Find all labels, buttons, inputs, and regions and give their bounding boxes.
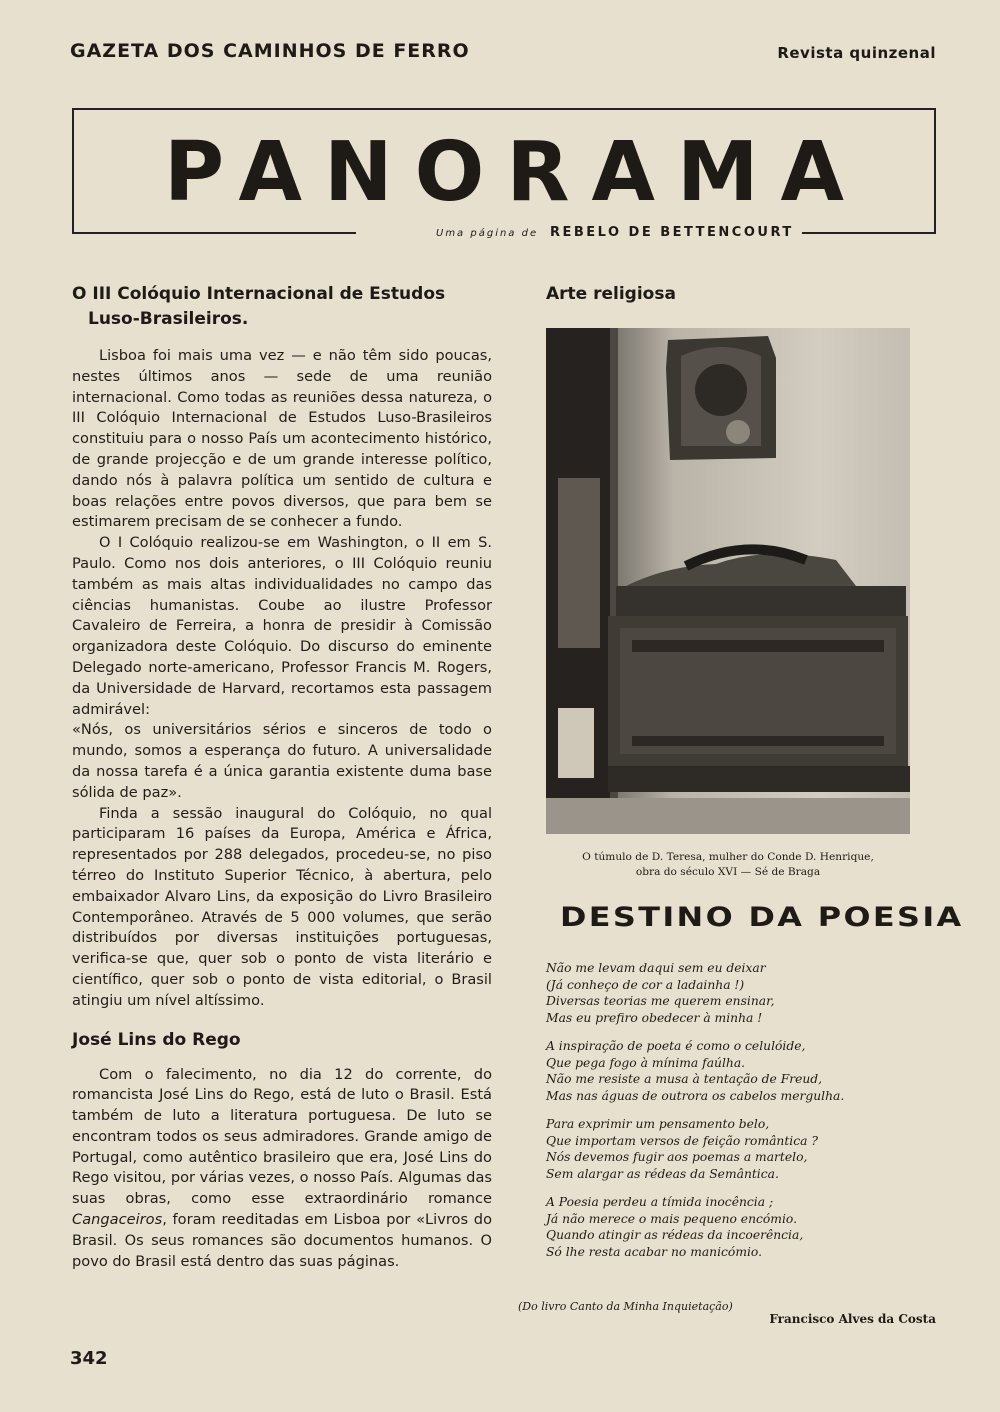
paragraph: Lisboa foi mais uma vez — e não têm sido poucas, nestes últimos anos — sede de uma reunião internacional. Como todas as reuniões dessa natureza, o III Colóquio Internacional de Estudos Luso-Brasileiros constituiu para o nosso País um acontecimento histórico, de grande projecção e de um grande interesse político, dando nós à palavra política um sentido de cultura e boas relações entre povos diversos, que para bem se estimarem precisam de se conhecer a fundo. [72,347,492,531]
verse: A inspiração de poeta é como o celulóide, [546,1039,806,1053]
byline-rule-right [802,232,936,234]
source-suffix: ) [728,1300,733,1313]
byline-author: REBELO DE BETTENCOURT [549,225,794,240]
verse: A Poesia perdeu a tímida inocência ; [546,1195,774,1209]
stanza [546,960,938,1026]
photo-caption [546,850,910,880]
stanza [546,1116,938,1182]
byline [436,222,794,244]
right-column [518,282,964,1326]
verse: Quando atingir as rédeas da incoerência, [546,1228,804,1242]
tomb-illustration [546,328,910,834]
journal-periodicity: Revista quinzenal [777,44,936,62]
verse: Não me levam daqui sem eu deixar [546,961,766,975]
byline-row [72,222,936,242]
verse: Mas eu prefiro obedecer à minha ! [546,1010,763,1025]
article-heading-coloquio [72,282,492,332]
article-heading-jose-lins: José Lins do Rego [72,1029,241,1050]
verse: (Já conheço de cor a ladainha !) [546,977,745,992]
caption-line-2: obra do século XVI — Sé de Braga [635,866,821,878]
source-book-title: Canto da Minha Inquietação [569,1300,729,1313]
verse: Que pega fogo à mínima faúlha. [546,1055,746,1070]
verse: Nós devemos fugir aos poemas a martelo, [546,1150,808,1164]
left-column [72,282,492,1272]
verse: Só lhe resta acabar no manicómio. [546,1244,763,1259]
tomb-photograph [546,328,910,834]
book-title: Cangaceiros [72,1211,163,1229]
stanza [546,1038,938,1104]
poem-title: DESTINO DA POESIA [560,902,964,933]
byline-prefix: Uma página de [436,228,539,239]
verse: Para exprimir um pensamento belo, [546,1117,770,1131]
verse: Não me resiste a musa à tentação de Freud, [546,1072,823,1086]
masthead-title: PANORAMA [163,125,867,220]
article-heading-arte: Arte religiosa [546,284,676,304]
heading-line-2: Luso-Brasileiros. [88,309,249,329]
masthead-box [72,108,936,232]
verse: Mas nas águas de outrora os cabelos mergulha. [546,1088,845,1103]
journal-title: GAZETA DOS CAMINHOS DE FERRO [70,40,470,62]
quotation-paragraph: «Nós, os universitários sérios e sinceros de todo o mundo, somos a esperança do futuro. A universalidade da nossa tarefa é a única garantia existente duma base sólida de paz». [72,721,492,801]
verse: Que importam versos de feição romântica ? [546,1133,818,1148]
verse: Sem alargar as rédeas da Semântica. [546,1166,779,1181]
source-prefix: (Do livro [518,1300,570,1313]
verse: Já não merece o mais pequeno encómio. [546,1211,797,1226]
poem-body [546,960,938,1272]
text-run: Com o falecimento, no dia 12 do corrente, do romancista José Lins do Rego, está de luto o Brasil. Está também de luto a literatura portuguesa. De luto se encontram todos os seus admiradores. Grande amigo de Portugal, como autêntico brasileiro que era, José Lins do Rego visitou, por várias vezes, o nosso País. Algumas das suas obras, como esse extraordinário romance [72,1065,492,1208]
page-number: 342 [70,1348,108,1369]
heading-line-1: O III Colóquio Internacional de Estudos [72,284,446,304]
stanza [546,1194,938,1260]
poem-author: Francisco Alves da Costa [769,1312,936,1326]
paragraph: O I Colóquio realizou-se em Washington, o II em S. Paulo. Como nos dois anteriores, o III Colóquio reuniu também as mais altas individualidades no campo das ciências humanistas. Coube ao ilustre Professor Cavaleiro de Ferreira, a honra de presidir à Comissão organizadora deste Colóquio. Do discurso do eminente Delegado norte-americano, Professor Francis M. Rogers, da Universidade de Harvard, recortamos esta passagem admirável: [72,534,492,718]
byline-rule-left [72,232,356,234]
caption-line-1: O túmulo de D. Teresa, mulher do Conde D. Henrique, [582,851,874,863]
verse: Diversas teorias me querem ensinar, [546,994,775,1008]
poem-source [518,1300,733,1313]
text-run: , foram reeditadas em Lisboa por «Livros do Brasil. Os seus romances são documentos humanos. O povo do Brasil está dentro das suas páginas. [72,1211,492,1270]
paragraph-jose-lins [72,1065,492,1273]
paragraph: Finda a sessão inaugural do Colóquio, no qual participaram 16 países da Europa, América e África, representados por 288 delegados, procedeu-se, no piso térreo do Instituto Superior Técnico, à abertura, pelo embaixador Alvaro Lins, da exposição do Livro Brasileiro Contemporâneo. Através de 5 000 volumes, que serão distribuídos por diversas instituições portuguesas, verifica-se que, quer sob o ponto de vista literário e científico, quer sob o ponto de vista editorial, o Brasil atingiu um nível altíssimo. [72,804,492,1009]
